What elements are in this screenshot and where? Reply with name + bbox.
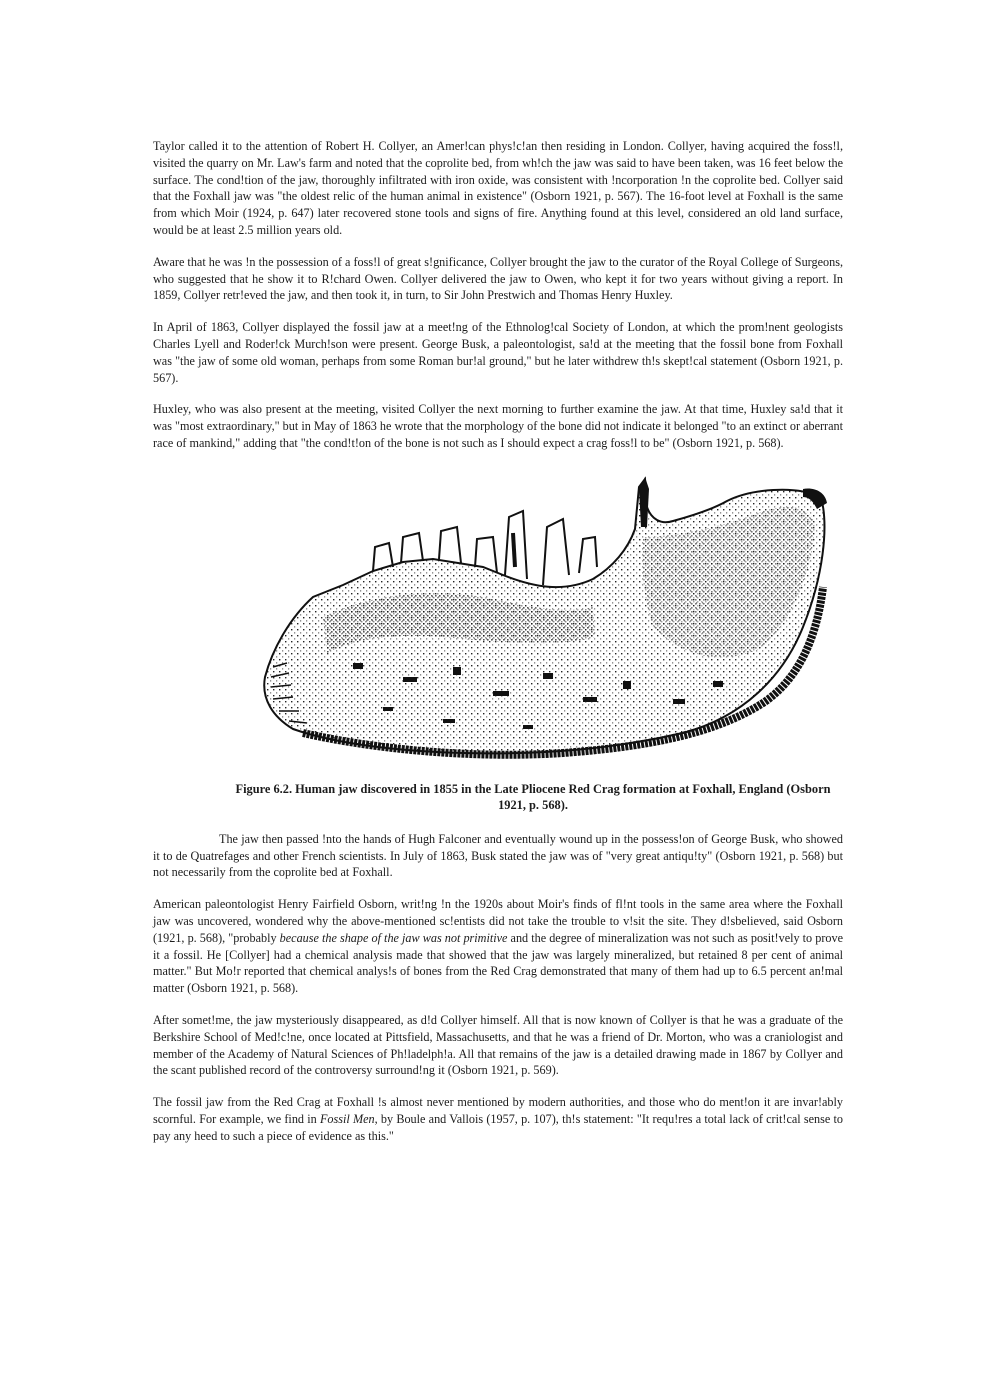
figure-caption: Figure 6.2. Human jaw discovered in 1855 in the Late Pliocene Red Crag formation at Foxhall, England (Osborn 1921, p. 568). bbox=[235, 781, 831, 813]
paragraph-osborn-text: American paleontologist Henry Fairfield Osborn, writ!ng !n the 1920s about Moir's finds of fl!nt tools in the same area where the Foxhall jaw was uncovered, wondered why the above-mentioned sc!entists did not take the trouble to v!sit the site. They d!sbelieved, said Osborn (1921, p. 568), "probably bbox=[153, 897, 843, 945]
paragraph-falconer-busk: The jaw then passed !nto the hands of Hugh Falconer and eventually wound up in the possess!on of George Busk, who showed it to de Quatrefages and other French scientists. In July of 1863, Busk stated the jaw was of "very great antiqu!ty" (Osborn 1921, p. 568) but not necessarily from the coprolite bed at Foxhall. bbox=[153, 831, 843, 880]
paragraph-osborn-text-end: and the degree of mineralization was not such as posit!vely to prove it a fossil. He [Collyer] had a chemical analysis made that showed that the jaw was largely mineralized, but retained 8 per cent of animal matter." But Mo!r reported that chemical analys!s of bones from the Red Crag demonstrated that many of them had up to 6.5 percent an!mal matter (Osborn 1921, p. 568). bbox=[153, 930, 843, 996]
paragraph-huxley-visit: Huxley, who was also present at the meeting, visited Collyer the next morning to further examine the jaw. At that time, Huxley sa!d that it was "most extraordinary," but in May of 1863 he wrote that the morphology of the bone did not indicate it belonged "to an extinct or aberrant race of mankind," adding that "the cond!t!on of the bone is not such as I should expect a crag foss!l to be" (Osborn 1921, p. 568). bbox=[153, 402, 843, 450]
fossil-jaw-drawing bbox=[243, 467, 833, 767]
paragraph-fossil-men-text-end: , by Boule and Vallois (1957, p. 107), th!s statement: "It requ!res a total lack of crit!cal sense to pay any heed to such a piece of evidence as this." bbox=[153, 1111, 843, 1143]
paragraph-osborn-emphasis: because the shape of the jaw was not primitive bbox=[279, 930, 508, 945]
document-page bbox=[153, 138, 843, 1160]
paragraph-fossil-men-title: Fossil Men bbox=[319, 1111, 375, 1126]
paragraph-fossil-men-text: The fossil jaw from the Red Crag at Foxhall !s almost never mentioned by modern authorities, and those who do ment!on it are invar!ably scornful. For example, we find in bbox=[153, 1095, 843, 1126]
paragraph-royal-college: Aware that he was !n the possession of a foss!l of great s!gnificance, Collyer brought the jaw to the curator of the Royal College of Surgeons, who suggested that he show it to R!chard Owen. Collyer delivered the jaw to Owen, who kept it for two years without giving a report. In 1859, Collyer retr!eved the jaw, and then took it, in turn, to Sir John Prestwich and Thomas Henry Huxley. bbox=[153, 254, 843, 303]
paragraph-osborn bbox=[153, 896, 843, 997]
paragraph-collyer-acquires-fossil: Taylor called it to the attention of Robert H. Collyer, an Amer!can phys!c!an then residing in London. Collyer, having acquired the foss!l, visited the quarry on Mr. Law's farm and noted that the coprolite bed, from wh!ch the jaw was said to have been taken, was 16 feet below the surface. The cond!tion of the jaw, thoroughly infiltrated with iron oxide, was consistent with !ncorporation !n the coprolite bed. Collyer said that the Foxhall jaw was "the oldest relic of the human animal in existence" (Osborn 1921, p. 567). The 16-foot level at Foxhall is the same from which Moir (1924, p. 647) later recovered stone tools and signs of fire. Anything found at this level, considered an old land surface, would be at least 2.5 million years old. bbox=[153, 139, 843, 237]
figure-jaw bbox=[153, 467, 843, 767]
paragraph-ethnological-society: In April of 1863, Collyer displayed the fossil jaw at a meet!ng of the Ethnolog!cal Society of London, at which the prom!nent geologists Charles Lyell and Roder!ck Murch!son were present. George Busk, a paleontologist, sa!d at the meeting that the fossil bone from Foxhall was "the jaw of some old woman, perhaps from some Roman bur!al ground," but he later withdrew th!s skept!cal statement (Osborn 1921, p. 567). bbox=[153, 320, 843, 385]
paragraph-jaw-disappeared: After somet!me, the jaw mysteriously disappeared, as d!d Collyer himself. All that is now known of Collyer is that he was a graduate of the Berkshire School of Med!c!ne, once located at Pittsfield, Massachusetts, and that he was a friend of Dr. Morton, who was a craniologist and member of the Academy of Natural Sciences of Ph!ladelph!a. All that remains of the jaw is a detailed drawing made in 1867 by Collyer and the scant published record of the controversy surround!ng it (Osborn 1921, p. 569). bbox=[153, 1012, 843, 1078]
paragraph-fossil-men bbox=[153, 1094, 843, 1144]
